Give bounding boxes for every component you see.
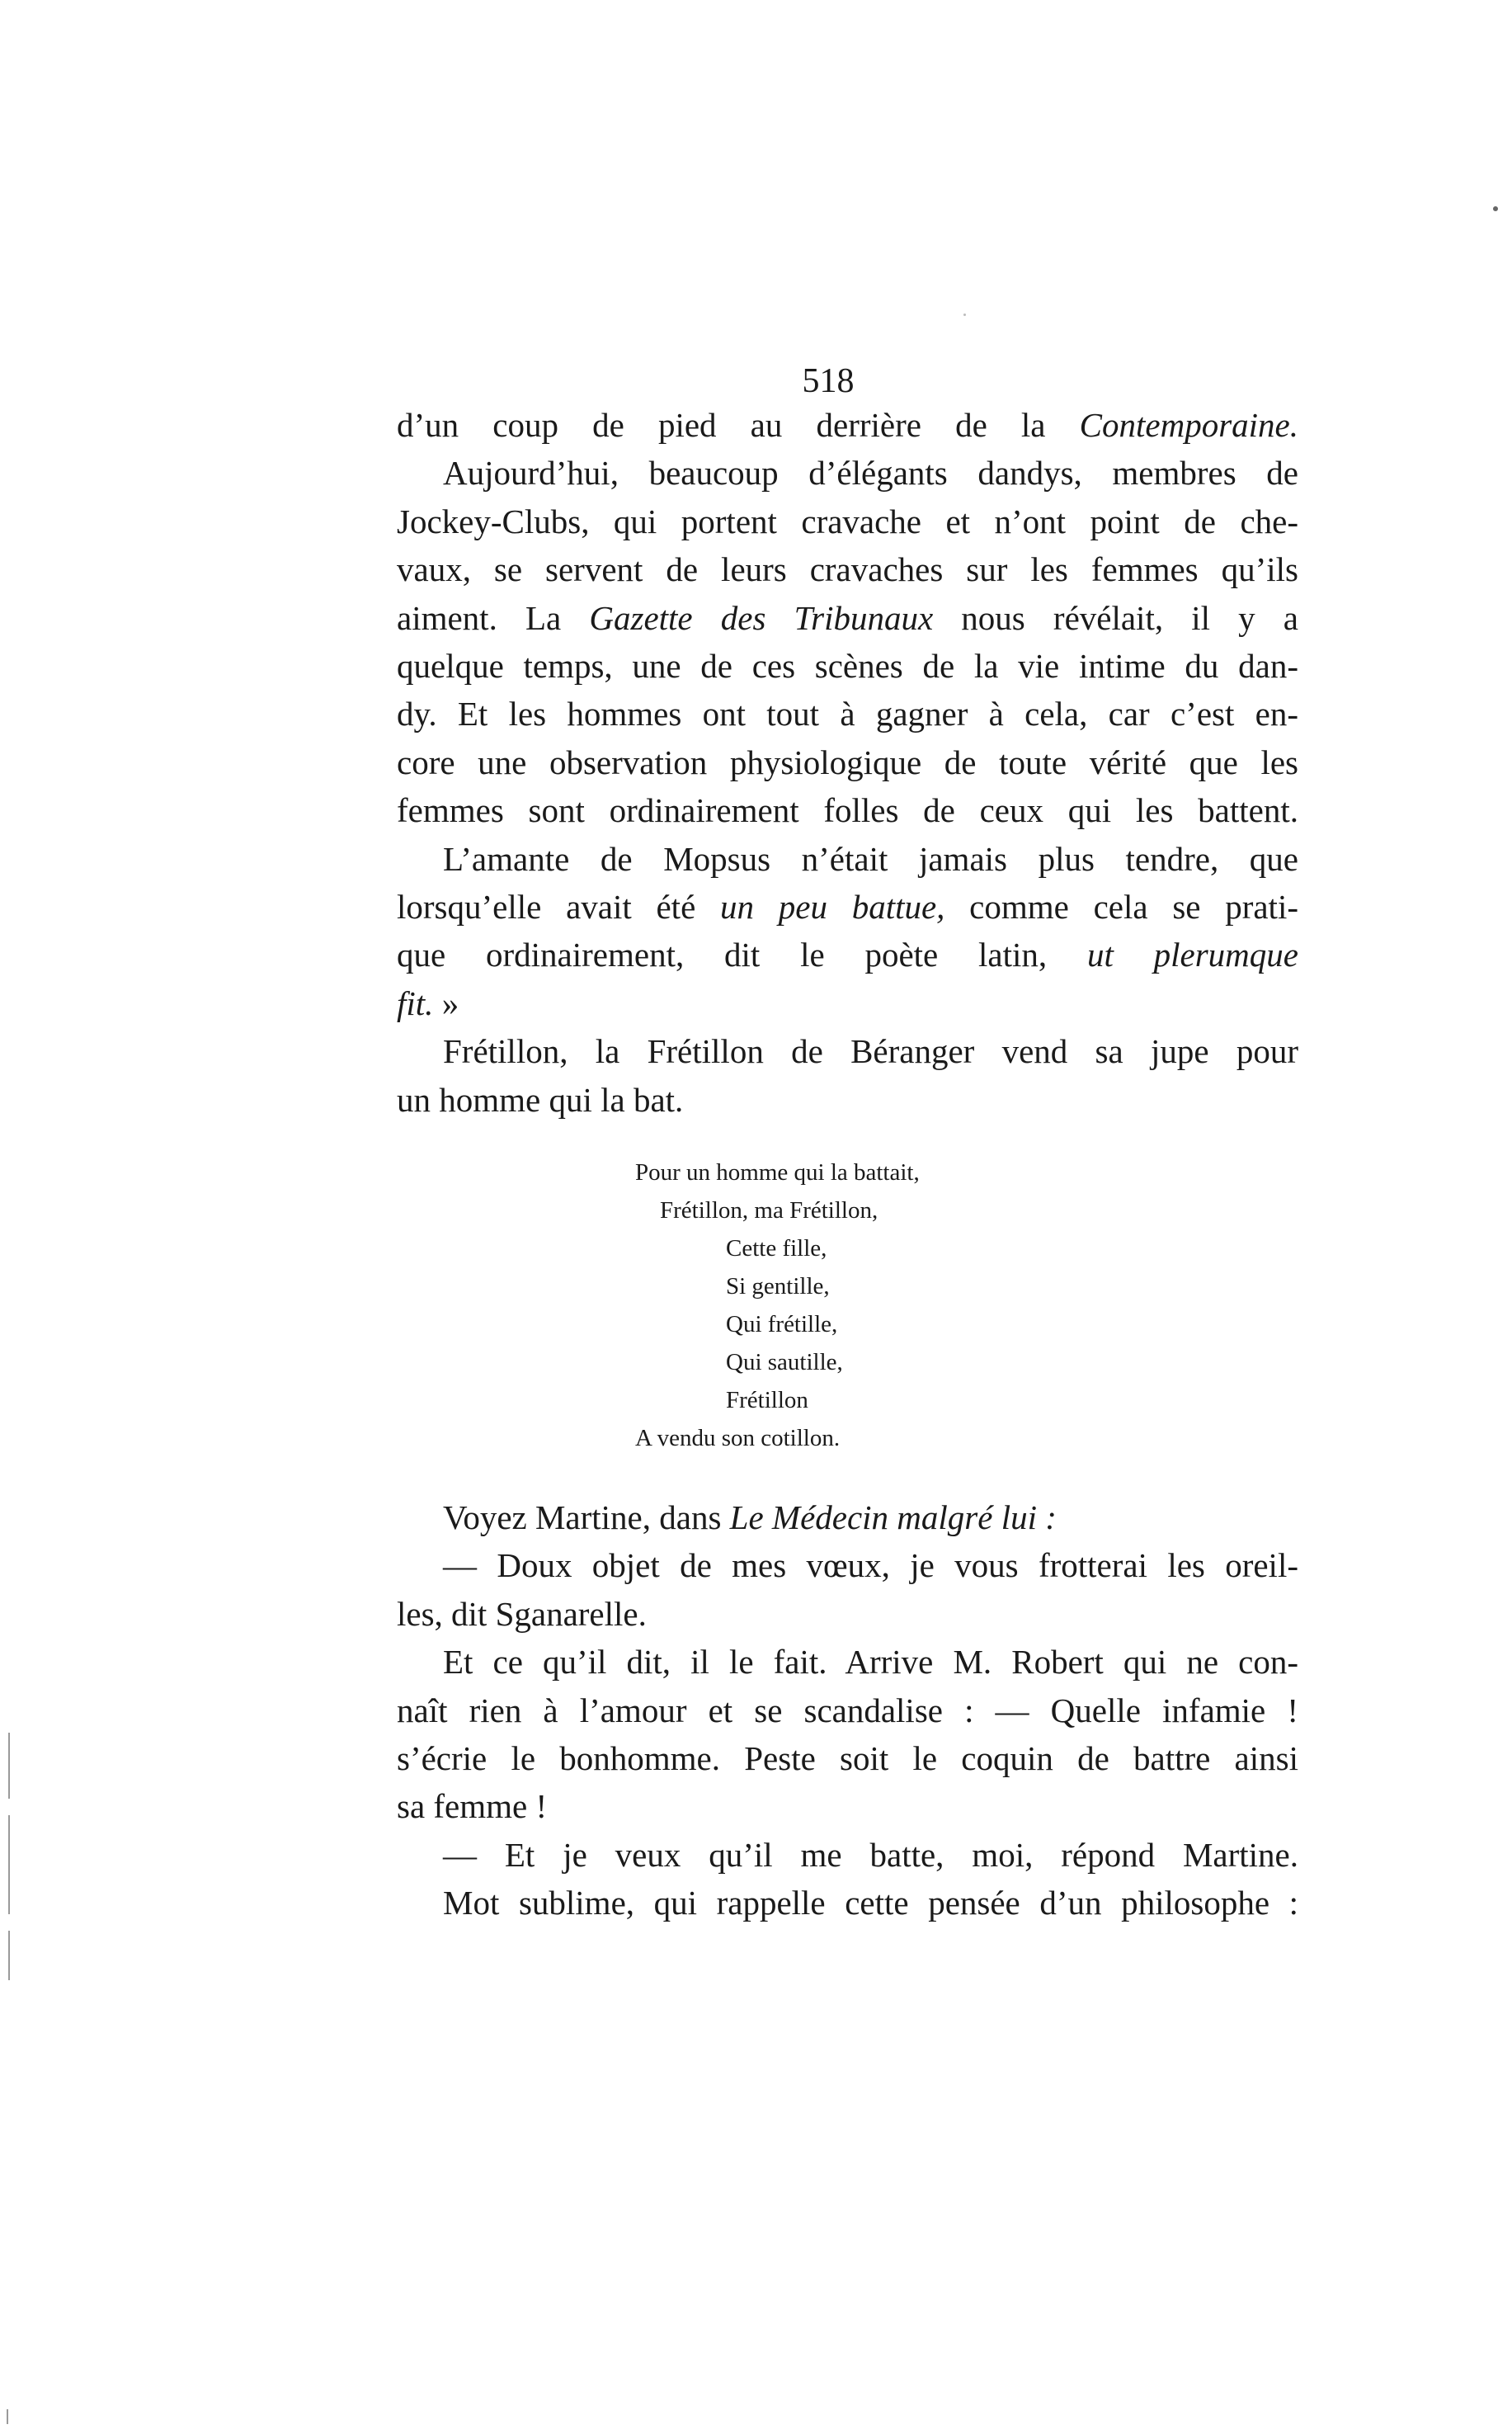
text-span: nous révélait, il y a bbox=[933, 598, 1299, 637]
italic-title: Le Médecin malgré lui : bbox=[729, 1498, 1057, 1536]
text-span: » bbox=[433, 984, 459, 1022]
text-span: d’un coup de pied au derrière de la bbox=[397, 406, 1080, 444]
italic-phrase: fit. bbox=[397, 984, 434, 1022]
italic-phrase: ut plerumque bbox=[1086, 936, 1298, 974]
text-line: Et ce qu’il dit, il le fait. Arrive M. Robert qui ne con- bbox=[443, 1643, 1298, 1682]
text-line bbox=[397, 931, 1298, 979]
text-line: les, dit Sganarelle. bbox=[397, 1594, 647, 1633]
text-line: vaux, se servent de leurs cravaches sur les femmes qu’ils bbox=[397, 550, 1298, 589]
verse-line: A vendu son cotillon. bbox=[635, 1425, 841, 1451]
text-line: Frétillon, la Frétillon de Béranger vend sa jupe pour bbox=[443, 1032, 1298, 1071]
text-span: comme cela se prati- bbox=[944, 888, 1298, 927]
text-line: quelque temps, une de ces scènes de la vie intime du dan- bbox=[397, 647, 1298, 686]
scan-speck bbox=[1493, 206, 1498, 211]
text-span: que ordinairement, dit le poète latin, bbox=[397, 936, 1087, 974]
scan-margin-mark bbox=[8, 1815, 10, 1914]
text-line: femmes sont ordinairement folles de ceux qui les battent. bbox=[397, 791, 1298, 830]
text-line bbox=[397, 883, 1298, 931]
italic-phrase: un peu battue, bbox=[720, 888, 945, 927]
text-line: naît rien à l’amour et se scandalise : — Quelle infamie ! bbox=[397, 1691, 1298, 1729]
text-line: — Doux objet de mes vœux, je vous frotterai les oreil- bbox=[443, 1546, 1298, 1585]
text-line bbox=[397, 401, 1298, 449]
text-line bbox=[397, 979, 1298, 1027]
text-line: — Et je veux qu’il me batte, moi, répond Martine. bbox=[443, 1835, 1298, 1874]
scan-margin-mark bbox=[8, 1931, 10, 1980]
verse-line: Qui frétille, bbox=[726, 1311, 838, 1337]
text-line: dy. Et les hommes ont tout à gagner à cela, car c’est en- bbox=[397, 695, 1298, 734]
verse-line: Frétillon bbox=[726, 1387, 808, 1413]
verse-line: Si gentille, bbox=[726, 1273, 830, 1300]
text-line: sa femme ! bbox=[397, 1787, 548, 1826]
prose-block-top bbox=[397, 401, 1298, 1124]
italic-title: Contemporaine. bbox=[1079, 406, 1298, 444]
italic-title: Gazette des Tribunaux bbox=[589, 598, 934, 637]
text-line bbox=[397, 1493, 1298, 1541]
text-line: Mot sublime, qui rappelle cette pensée d’un philosophe : bbox=[443, 1884, 1298, 1922]
prose-block-bottom bbox=[397, 1493, 1298, 1927]
verse-line: Pour un homme qui la battait, bbox=[635, 1159, 920, 1186]
text-line: Aujourd’hui, beaucoup d’élégants dandys, membres de bbox=[443, 454, 1298, 493]
verse-line: Cette fille, bbox=[726, 1235, 827, 1262]
scan-speck bbox=[963, 314, 966, 316]
text-line: core une observation physiologique de toute vérité que les bbox=[397, 743, 1298, 781]
text-line: Jockey-Clubs, qui portent cravache et n’ont point de che- bbox=[397, 502, 1298, 540]
text-line bbox=[397, 594, 1298, 642]
text-span: aiment. La bbox=[397, 598, 590, 637]
text-line: L’amante de Mopsus n’était jamais plus tendre, que bbox=[443, 839, 1298, 878]
text-span: Voyez Martine, dans bbox=[443, 1498, 730, 1536]
scan-margin-mark bbox=[8, 1733, 10, 1799]
scan-margin-mark bbox=[7, 2409, 8, 2424]
page-number: 518 bbox=[802, 362, 855, 400]
verse-line: Frétillon, ma Frétillon, bbox=[660, 1197, 878, 1224]
verse-line: Qui sautille, bbox=[726, 1349, 843, 1375]
text-line: un homme qui la bat. bbox=[397, 1080, 684, 1119]
text-span: lorsqu’elle avait été bbox=[397, 888, 721, 927]
verse-block bbox=[561, 1153, 1023, 1457]
text-line: s’écrie le bonhomme. Peste soit le coquin de battre ainsi bbox=[397, 1739, 1298, 1778]
